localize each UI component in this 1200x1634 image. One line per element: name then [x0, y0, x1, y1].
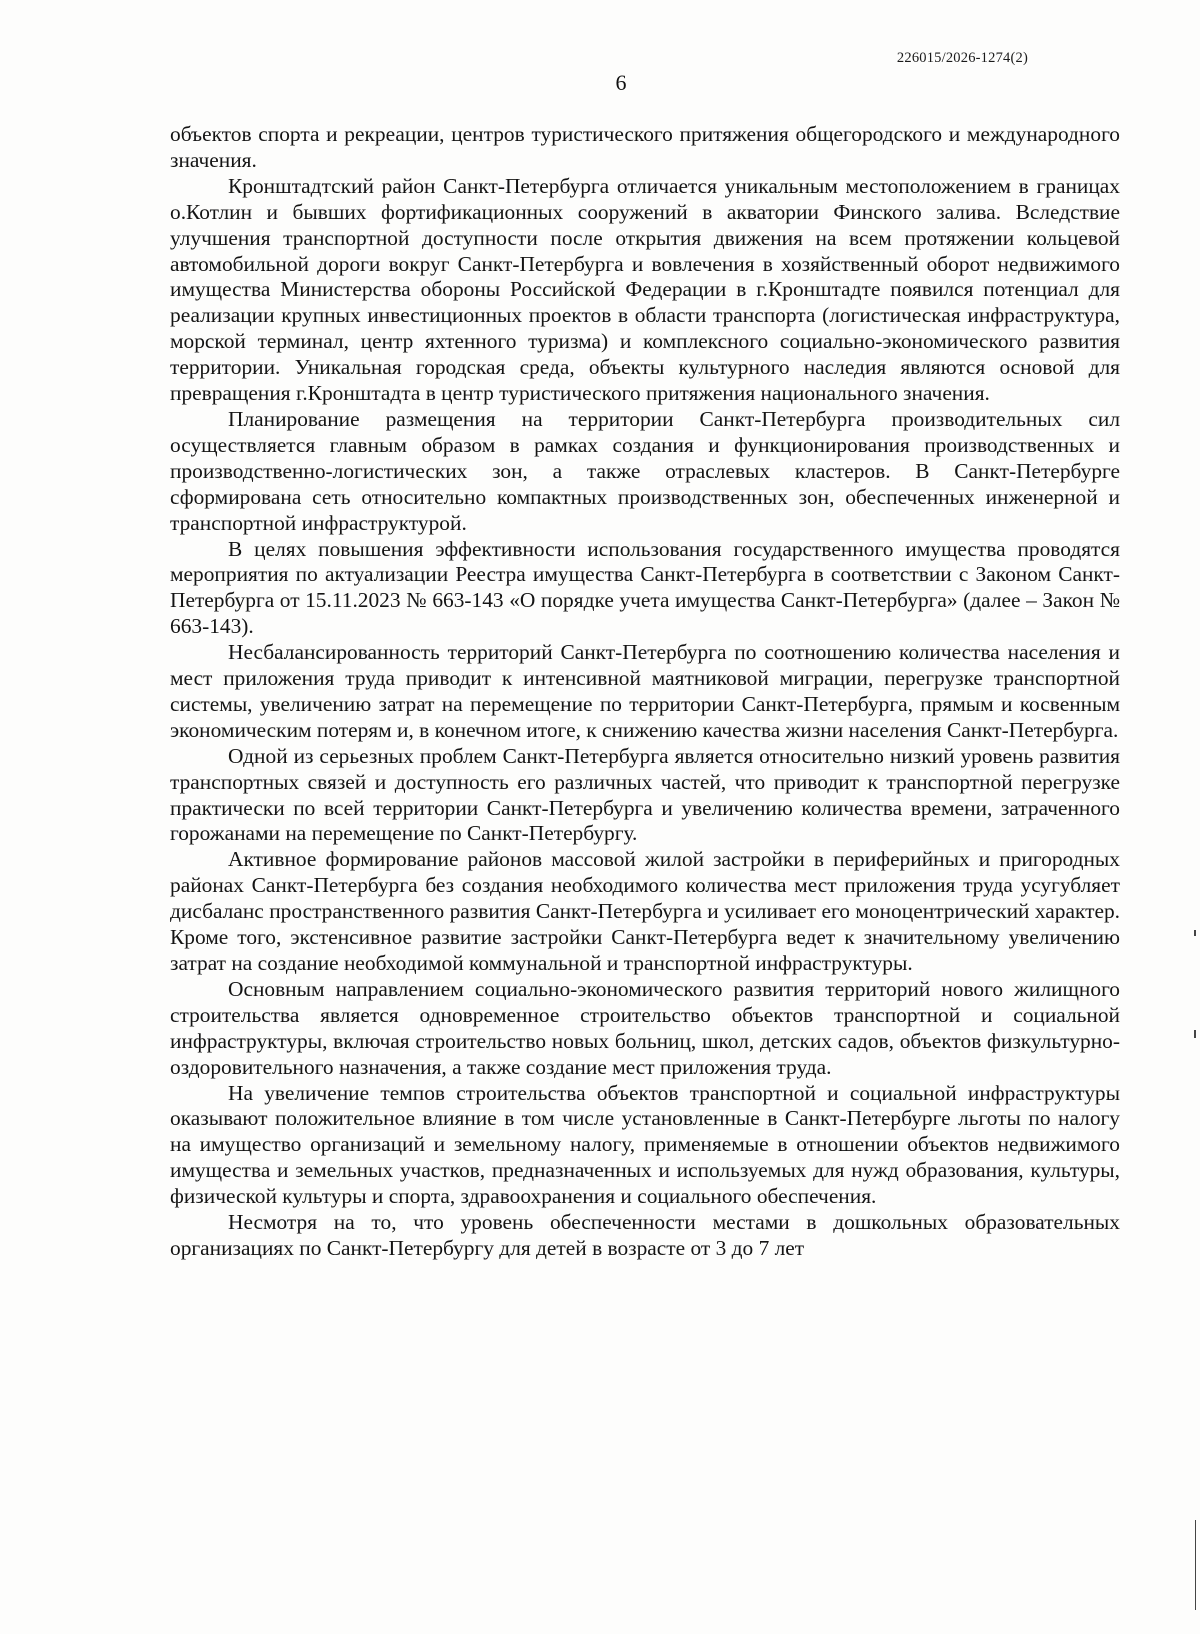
paragraph-4: В целях повышения эффективности использования государственного имущества проводятся мероприятия по актуализации Реестра имущества Санкт-Петербурга в соответствии с Законом Санкт-Петербурга от 15.11.2023 № 663-143 «О порядке учета имущества Санкт-Петербурга» (далее – Закон № 663-143). [170, 536, 1120, 639]
page-number: 6 [615, 70, 627, 95]
scan-edge-mark [1194, 1030, 1196, 1038]
paragraph-6: Одной из серьезных проблем Санкт-Петербурга является относительно низкий уровень развития транспортных связей и доступность его различных частей, что приводит к транспортной перегрузке практически по всей территории Санкт-Петербурга и увеличению количества времени, затраченного горожанами на перемещение по Санкт-Петербургу. [170, 743, 1120, 846]
paragraph-7: Активное формирование районов массовой жилой застройки в периферийных и пригородных районах Санкт-Петербурга без создания необходимого количества мест приложения труда усугубляет дисбаланс пространственного развития Санкт-Петербурга и усиливает его моноцентрический характер. Кроме того, экстенсивное развитие застройки Санкт-Петербурга ведет к значительному увеличению затрат на создание необходимой коммунальной и транспортной инфраструктуры. [170, 847, 1120, 975]
paragraph-2: Кронштадтский район Санкт-Петербурга отличается уникальным местоположением в границах о.Котлин и бывших фортификационных сооружений в акватории Финского залива. Вследствие улучшения транспортной доступности после открытия движения на всем протяжении кольцевой автомобильной дороги вокруг Санкт-Петербурга и вовлечения в хозяйственный оборот недвижимого имущества Министерства обороны Российской Федерации в г.Кронштадте появился потенциал для реализации крупных инвестиционных проектов в области транспорта (логистическая инфраструктура, морской терминал, центр яхтенного туризма) и комплексного социально-экономического развития территории. Уникальная городская среда, объекты культурного наследия являются основой для превращения г.Кронштадта в центр туристического притяжения национального значения. [170, 173, 1120, 406]
document-body [170, 122, 1120, 1262]
scan-edge-mark [1194, 930, 1196, 936]
paragraph-9: На увеличение темпов строительства объектов транспортной и социальной инфраструктуры оказывают положительное влияние в том числе установленные в Санкт-Петербурге льготы по налогу на имущество организаций и земельному налогу, применяемые в отношении объектов недвижимого имущества и земельных участков, предназначенных и используемых для нужд образования, культуры, физической культуры и спорта, здравоохранения и социального обеспечения. [170, 1080, 1120, 1209]
paragraph-10: Несмотря на то, что уровень обеспеченности местами в дошкольных образовательных организациях по Санкт-Петербургу для детей в возрасте от 3 до 7 лет [170, 1210, 1120, 1260]
paragraph-8: Основным направлением социально-экономического развития территорий нового жилищного строительства является одновременное строительство объектов транспортной и социальной инфраструктуры, включая строительство новых больниц, школ, детских садов, объектов физкультурно-оздоровительного назначения, а также создание мест приложения труда. [170, 976, 1120, 1079]
paragraph-5: Несбалансированность территорий Санкт-Петербурга по соотношению количества населения и мест приложения труда приводит к интенсивной маятниковой миграции, перегрузке транспортной системы, увеличению затрат на перемещение по территории Санкт-Петербурга, прямым и косвенным экономическим потерям и, в конечном итоге, к снижению качества жизни населения Санкт-Петербурга. [170, 640, 1120, 742]
scan-edge-mark [1195, 1520, 1196, 1610]
paragraph-1: объектов спорта и рекреации, центров туристического притяжения общегородского и международного значения. [170, 122, 1120, 172]
document-number: 226015/2026-1274(2) [896, 50, 1028, 66]
paragraph-3: Планирование размещения на территории Санкт-Петербурга производительных сил осуществляется главным образом в рамках создания и функционирования производственных и производственно-логистических зон, а также отраслевых кластеров. В Санкт-Петербурге сформирована сеть относительно компактных производственных зон, обеспеченных инженерной и транспортной инфраструктурой. [170, 406, 1120, 535]
